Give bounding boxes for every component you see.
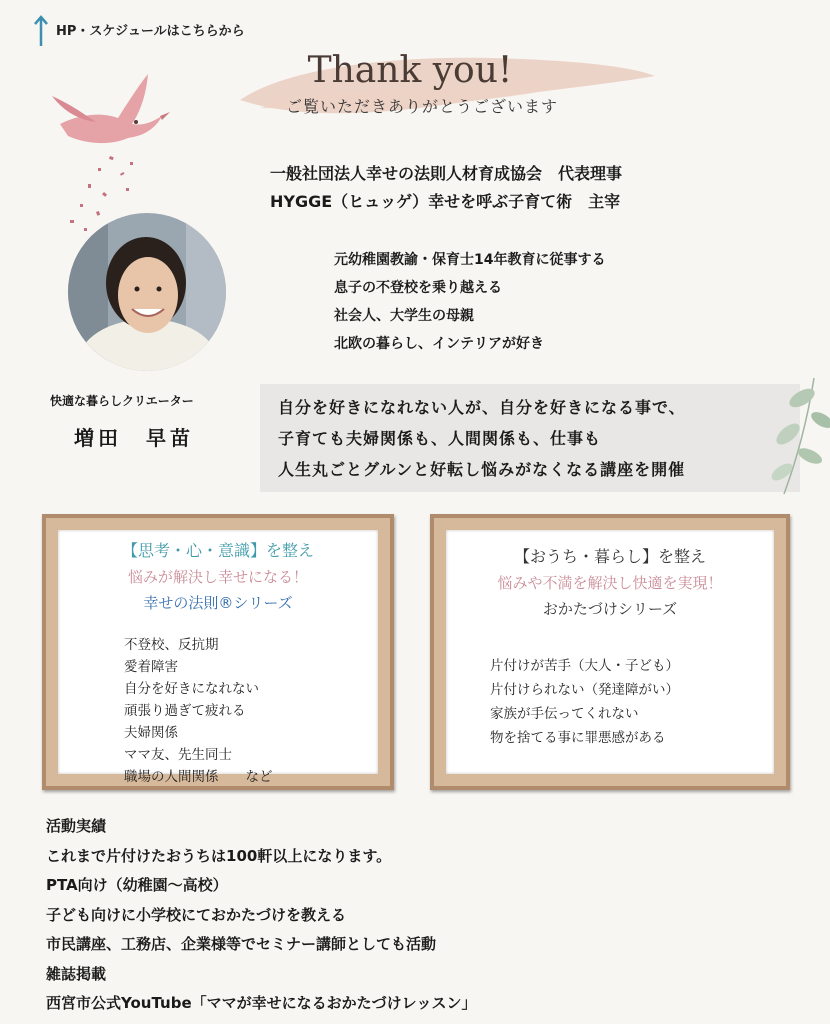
activity-line: 市民講座、工務店、企業様等でセミナー講師としても活動 [46,935,437,953]
frame-board [446,530,774,774]
series-heading: 【おうち・暮らし】を整え [513,547,706,566]
role-label: 快適な暮らしクリエーター [50,394,194,408]
activity-line: PTA向け（幼稚園〜高校） [46,876,228,894]
bird-illustration [40,66,180,236]
profile-photo [68,213,226,371]
list-item: 愛着障害 [124,659,178,675]
series-tagline: 悩みや不満を解決し快適を実現！ [497,574,723,592]
list-item: 物を捨てる事に罪悪感がある [490,730,666,746]
bio-item: 社会人、大学生の母親 [334,308,474,324]
series-name: 幸せの法則®シリーズ [143,594,293,612]
list-item: 家族が手伝ってくれない [490,706,639,722]
series-frame-happiness [42,514,394,790]
list-item: ママ友、先生同士 [124,747,232,763]
bio-list [334,246,605,358]
list-item: 片付けが苦手（大人・子ども） [490,658,679,674]
activities-block [46,812,477,1019]
list-item: 職場の人間関係 など [124,769,273,785]
series-name: おかたづけシリーズ [542,600,678,618]
up-arrow-icon [33,14,49,48]
list-item: 自分を好きになれない [124,681,259,697]
frame-board [58,530,378,785]
organization-line: 一般社団法人幸せの法則人材育成協会 代表理事 [270,164,623,183]
message-line: 自分を好きになれない人が、自分を好きになる事で、 [278,398,686,417]
list-item: 頑張り過ぎて疲れる [124,703,246,719]
series-tagline: 悩みが解決し幸せになる！ [127,568,308,586]
activities-heading: 活動実績 [46,817,107,835]
bio-item: 息子の不登校を乗り越える [334,280,502,296]
message-line: 人生丸ごとグルンと好転し悩みがなくなる講座を開催 [278,460,686,479]
hp-schedule-link[interactable]: HP・スケジュールはこちらから [56,24,245,39]
organization-block [270,160,622,216]
list-item: 片付けられない（発達障がい） [490,682,679,698]
person-name: 増田 早苗 [74,426,194,450]
organization-line: HYGGE（ヒュッゲ）幸せを呼ぶ子育て術 主宰 [270,192,621,211]
thanks-subtitle: ご覧いただきありがとうございます [285,97,558,116]
activity-line: 子ども向けに小学校にておかたづけを教える [46,905,347,924]
series-issue-list [124,634,273,788]
list-item: 不登校、反抗期 [124,637,219,653]
activity-line: 西宮市公式YouTube「ママが幸せになるおかたづけレッスン」 [46,994,477,1012]
message-text [278,392,686,485]
activity-line: 雑誌掲載 [46,964,107,983]
series-frame-tidying [430,514,790,790]
series-heading: 【思考・心・意識】を整え [121,541,314,560]
bio-item: 北欧の暮らし、インテリアが好き [334,336,544,352]
leaf-decoration [744,376,830,496]
thank-you-title: Thank you! [307,50,513,91]
activity-line: これまで片付けたおうちは100軒以上になります。 [46,846,392,865]
list-item: 夫婦関係 [124,725,178,741]
message-line: 子育ても夫婦関係も、人間関係も、仕事も [278,429,602,448]
series-issue-list [490,654,679,750]
bio-item: 元幼稚園教諭・保育士14年教育に従事する [334,252,606,268]
